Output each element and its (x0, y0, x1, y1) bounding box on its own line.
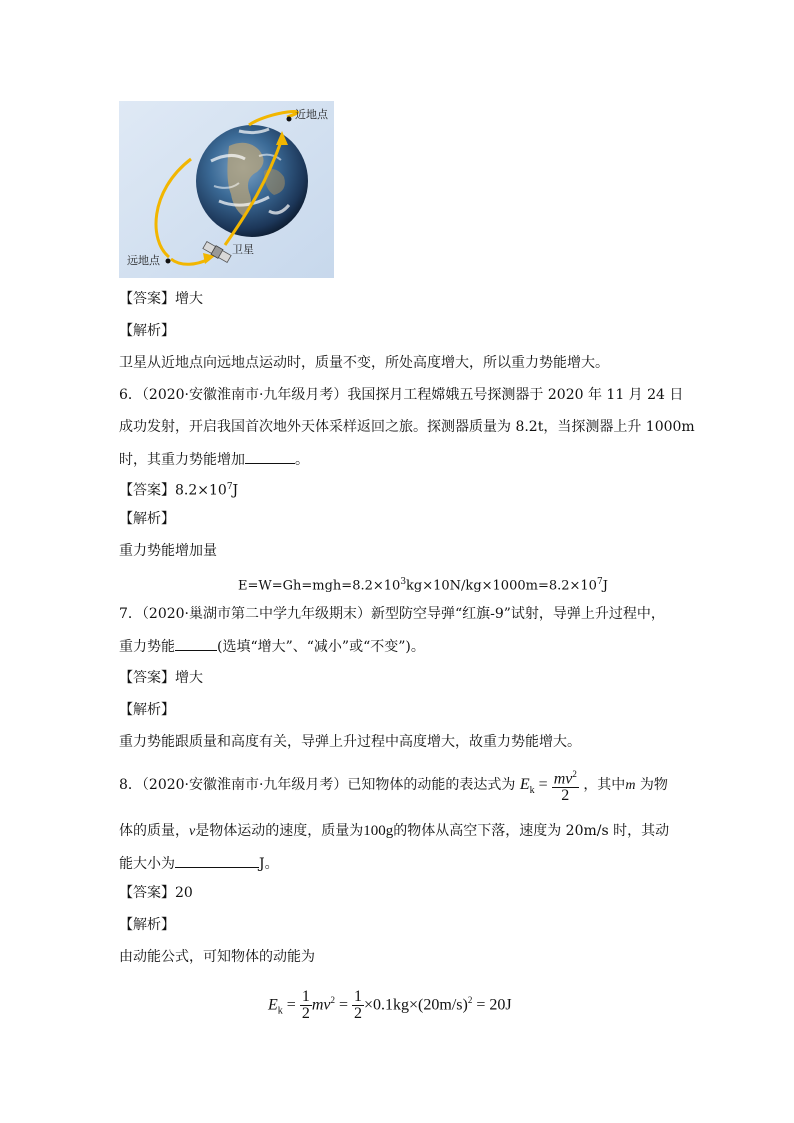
q6-line2: 成功发射，开启我国首次地外天体采样返回之旅。探测器质量为 8.2t，当探测器上升 1000m (119, 419, 695, 435)
q6-blank[interactable] (245, 449, 295, 464)
q8-line3: 能大小为 J。 (119, 853, 279, 874)
q6-analysis-label: 【解析】 (119, 511, 175, 527)
orbit-diagram (119, 101, 334, 278)
perigee-label: 近地点 (295, 108, 328, 121)
q8-line2: 体的质量，v是物体运动的速度，质量为100g的物体从高空下落，速度为 20m/s 时，其动 (119, 823, 670, 839)
q8-analysis-intro: 由动能公式，可知物体的动能为 (119, 949, 315, 965)
q8-calculation: $E_k$ = $\frac{1}{2}$ $mv^2$ = $\frac{1}{2}$ $\times 0.1kg\times(20m/s)^2 = 20J$ (268, 988, 512, 1023)
answer-label: 【答案】 (119, 291, 175, 307)
apogee-dot (166, 259, 171, 264)
q6-line1: 6．（2020·安徽淮南市·九年级月考）我国探月工程嫦娥五号探测器于 2020 年 11 月 24 日 (119, 387, 684, 403)
q6-line3: 时，其重力势能增加 。 (119, 449, 309, 470)
q8-blank[interactable] (175, 853, 259, 868)
q6-formula: $E=W=Gh=mgh=8.2\times 10^3kg\times 10N/kg\times 1000m=8.2\times 10^7J$ (238, 577, 608, 594)
q7-answer: 【答案】增大 (119, 670, 203, 686)
q5-analysis-label: 【解析】 (119, 323, 175, 339)
q5-answer (119, 289, 203, 309)
earth-globe (196, 125, 308, 237)
perigee-dot (287, 117, 292, 122)
kinetic-energy-formula: $E_k$ = $\frac{mv^2}{2}$ (520, 776, 579, 793)
apogee-label: 远地点 (127, 254, 160, 267)
q6-analysis-intro: 重力势能增加量 (119, 543, 217, 559)
q7-analysis-label: 【解析】 (119, 702, 175, 718)
q5-analysis: 卫星从近地点向远地点运动时，质量不变，所处高度增大，所以重力势能增大。 (119, 355, 609, 371)
orbit-figure (119, 101, 334, 278)
q8-answer: 【答案】20 (119, 885, 193, 901)
q7-line1: 7．（2020·巢湖市第二中学九年级期末）新型防空导弹“红旗-9”试射，导弹上升过程中， (119, 606, 665, 622)
q7-analysis: 重力势能跟质量和高度有关，导弹上升过程中高度增大，故重力势能增大。 (119, 734, 581, 750)
q6-answer: 【答案】$8.2\times 10^7J$ (119, 482, 239, 499)
q7-blank[interactable] (175, 636, 217, 651)
q8-line1: 8．（2020·安徽淮南市·九年级月考）已知物体的动能的表达式为 $E_k$ = $\frac{mv^2}{2}$ ，其中m 为物 (119, 766, 668, 807)
answer-value: 增大 (175, 291, 203, 307)
satellite-label: 卫星 (232, 243, 254, 256)
q7-line2: 重力势能 (选填“增大”、“减小”或“不变”)。 (119, 636, 425, 657)
q8-analysis-label: 【解析】 (119, 917, 175, 933)
